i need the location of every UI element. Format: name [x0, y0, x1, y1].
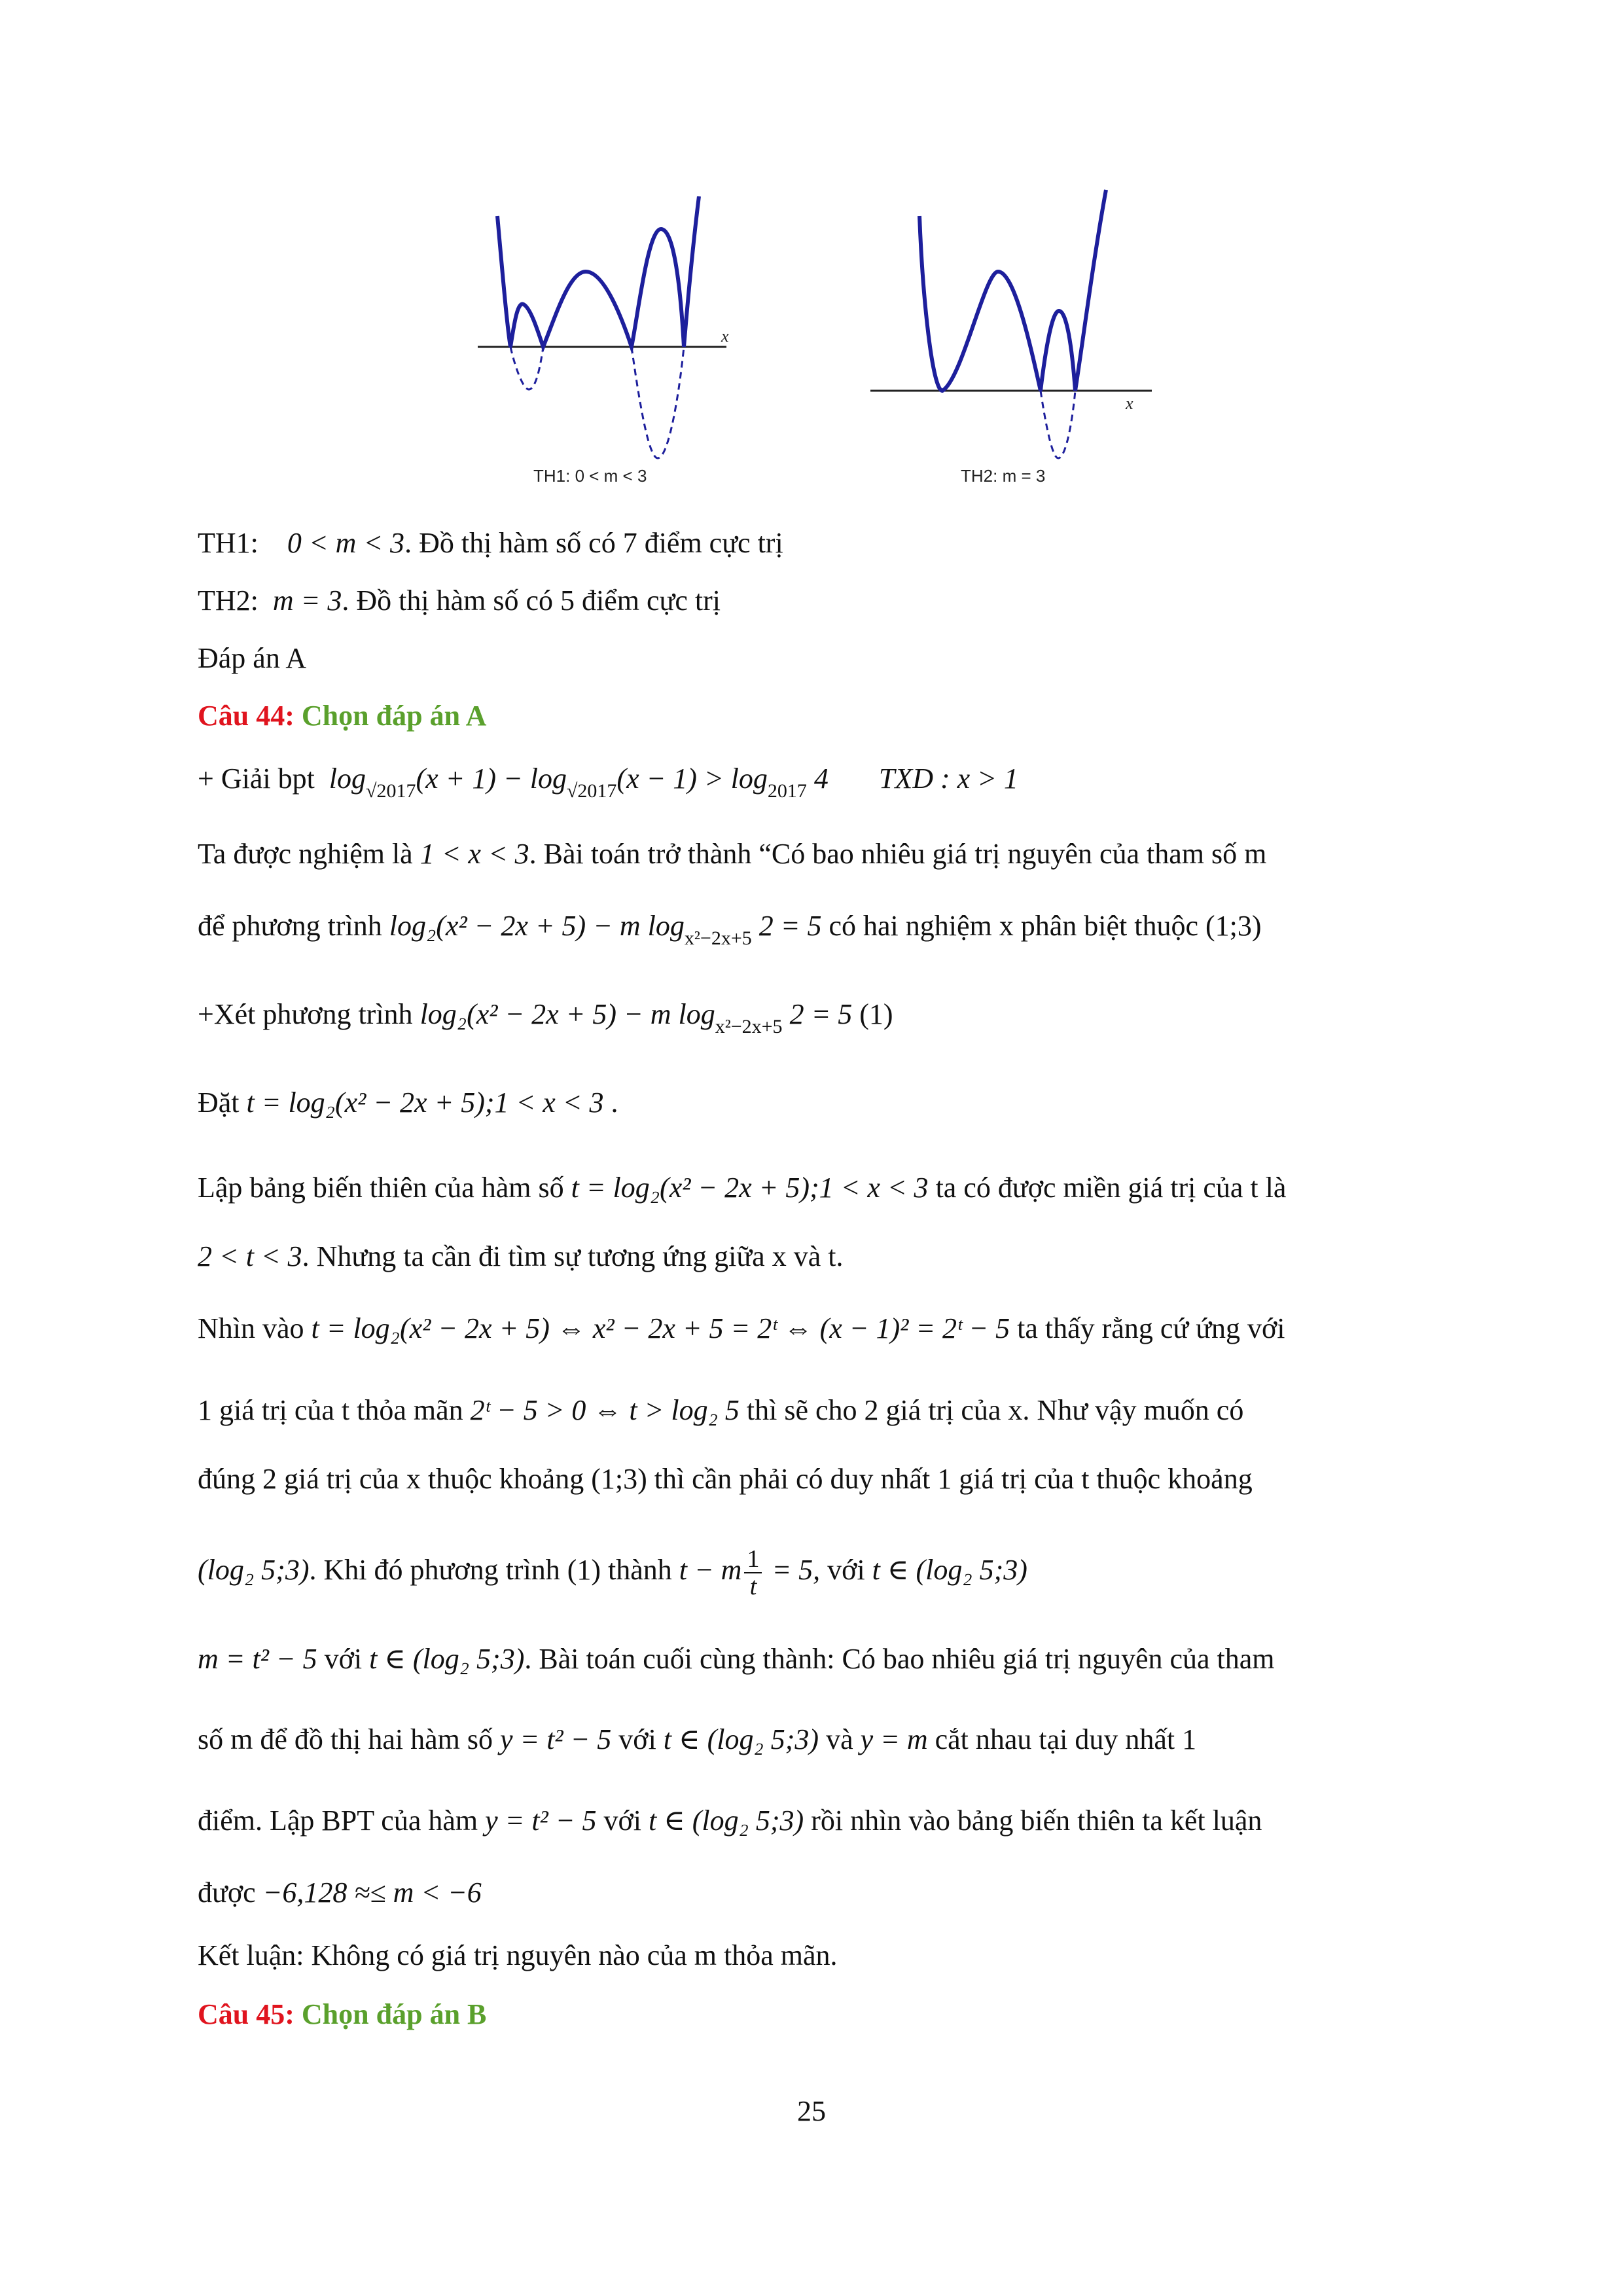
p2-line: +Xét phương trình log₂(x² − 2x + 5) − m $\log_{x^2-2x+5} 2 = 5$ (1) [198, 998, 893, 1037]
page-number: 25 [797, 2095, 826, 2127]
curve-solid [919, 190, 1106, 391]
th2-line: TH2: m = 3. Đồ thị hàm số có 5 điểm cực trị [198, 584, 721, 617]
question-44-heading: Câu 44: Chọn đáp án A [198, 700, 487, 732]
p6-line4: được −6,128 ≈≤ m < −6 [198, 1876, 482, 1909]
th1-condition: 0 < m < 3 [287, 527, 405, 559]
graph-th1-caption: TH1: 0 < m < 3 [533, 466, 647, 486]
p5-line2: 1 giá trị của t thỏa mãn 2ᵗ − 5 > 0 ⇔ t > log₂ 5 thì sẽ cho 2 giá trị của x. Như vậy muốn có [198, 1394, 1244, 1426]
th1-line: TH1: 0 < m < 3. Đồ thị hàm số có 7 điểm cực trị [198, 527, 783, 559]
p1-line1: Ta được nghiệm là 1 < x < 3. Bài toán trở thành “Có bao nhiêu giá trị nguyên của tham số m [198, 838, 1267, 870]
p4-line1: Lập bảng biến thiên của hàm số t = log₂(x² − 2x + 5);1 < x < 3 ta có được miền giá trị của t là [198, 1172, 1287, 1204]
x-axis-label: x [1126, 394, 1133, 413]
p6-line3: điểm. Lập BPT của hàm y = t² − 5 với t ∈ (log₂ 5;3) rồi nhìn vào bảng biến thiên ta kết luận [198, 1804, 1262, 1837]
th2-condition: m = 3 [272, 584, 342, 617]
domain-condition: TXD : x > 1 [878, 762, 1018, 795]
bpt-line: + Giải bpt $\log_{√2017}(x + 1) - \log_{√2017}(x - 1) > \log_{2017} 4$ TXD : x > 1 [198, 762, 1018, 802]
x-axis-label: x [721, 327, 729, 346]
graph-th2 [864, 183, 1178, 497]
p5-line1: Nhìn vào t = log₂(x² − 2x + 5) ⇔ x² − 2x + 5 = 2ᵗ ⇔ (x − 1)² = 2ᵗ − 5 ta thấy rằng cứ ứng với [198, 1312, 1285, 1344]
fraction: $\frac{1}{t}$ [744, 1546, 762, 1600]
graph-th1 [458, 196, 746, 511]
p5-line3: đúng 2 giá trị của x thuộc khoảng (1;3) thì cần phải có duy nhất 1 giá trị của t thuộc khoảng [198, 1463, 1253, 1495]
p6-line1: m = t² − 5 với t ∈ (log₂ 5;3). Bài toán cuối cùng thành: Có bao nhiêu giá trị nguyên của tham [198, 1643, 1275, 1675]
question-45-heading: Câu 45: Chọn đáp án B [198, 1998, 487, 2030]
conclusion: Kết luận: Không có giá trị nguyên nào của m thỏa mãn. [198, 1939, 838, 1971]
p1-line2: để phương trình log₂(x² − 2x + 5) − m $\log_{x^2-2x+5} 2 = 5$ có hai nghiệm x phân biệt thuộc (1;3) [198, 910, 1262, 949]
inequality: $\log_{√2017}(x + 1) - \log_{√2017}(x - 1) > \log_{2017} 4$ [329, 762, 829, 802]
curve-reflected [1041, 391, 1075, 458]
graph-th2-caption: TH2: m = 3 [961, 466, 1046, 486]
p6-line2: số m để đồ thị hai hàm số y = t² − 5 với t ∈ (log₂ 5;3) và y = m cắt nhau tại duy nhất 1 [198, 1723, 1197, 1755]
curve-solid [497, 196, 699, 347]
p4-line2: 2 < t < 3. Nhưng ta cần đi tìm sự tương ứng giữa x và t. [198, 1240, 844, 1272]
p3-line: Đặt t = log₂(x² − 2x + 5);1 < x < 3 . [198, 1086, 618, 1119]
p5-line4: (log₂ 5;3). Khi đó phương trình (1) thành t − m $\frac{1}{t}$ = 5, với t ∈ (log₂ 5;3) [198, 1545, 1027, 1600]
curve-reflected [510, 347, 684, 458]
answer-prev: Đáp án A [198, 642, 307, 674]
